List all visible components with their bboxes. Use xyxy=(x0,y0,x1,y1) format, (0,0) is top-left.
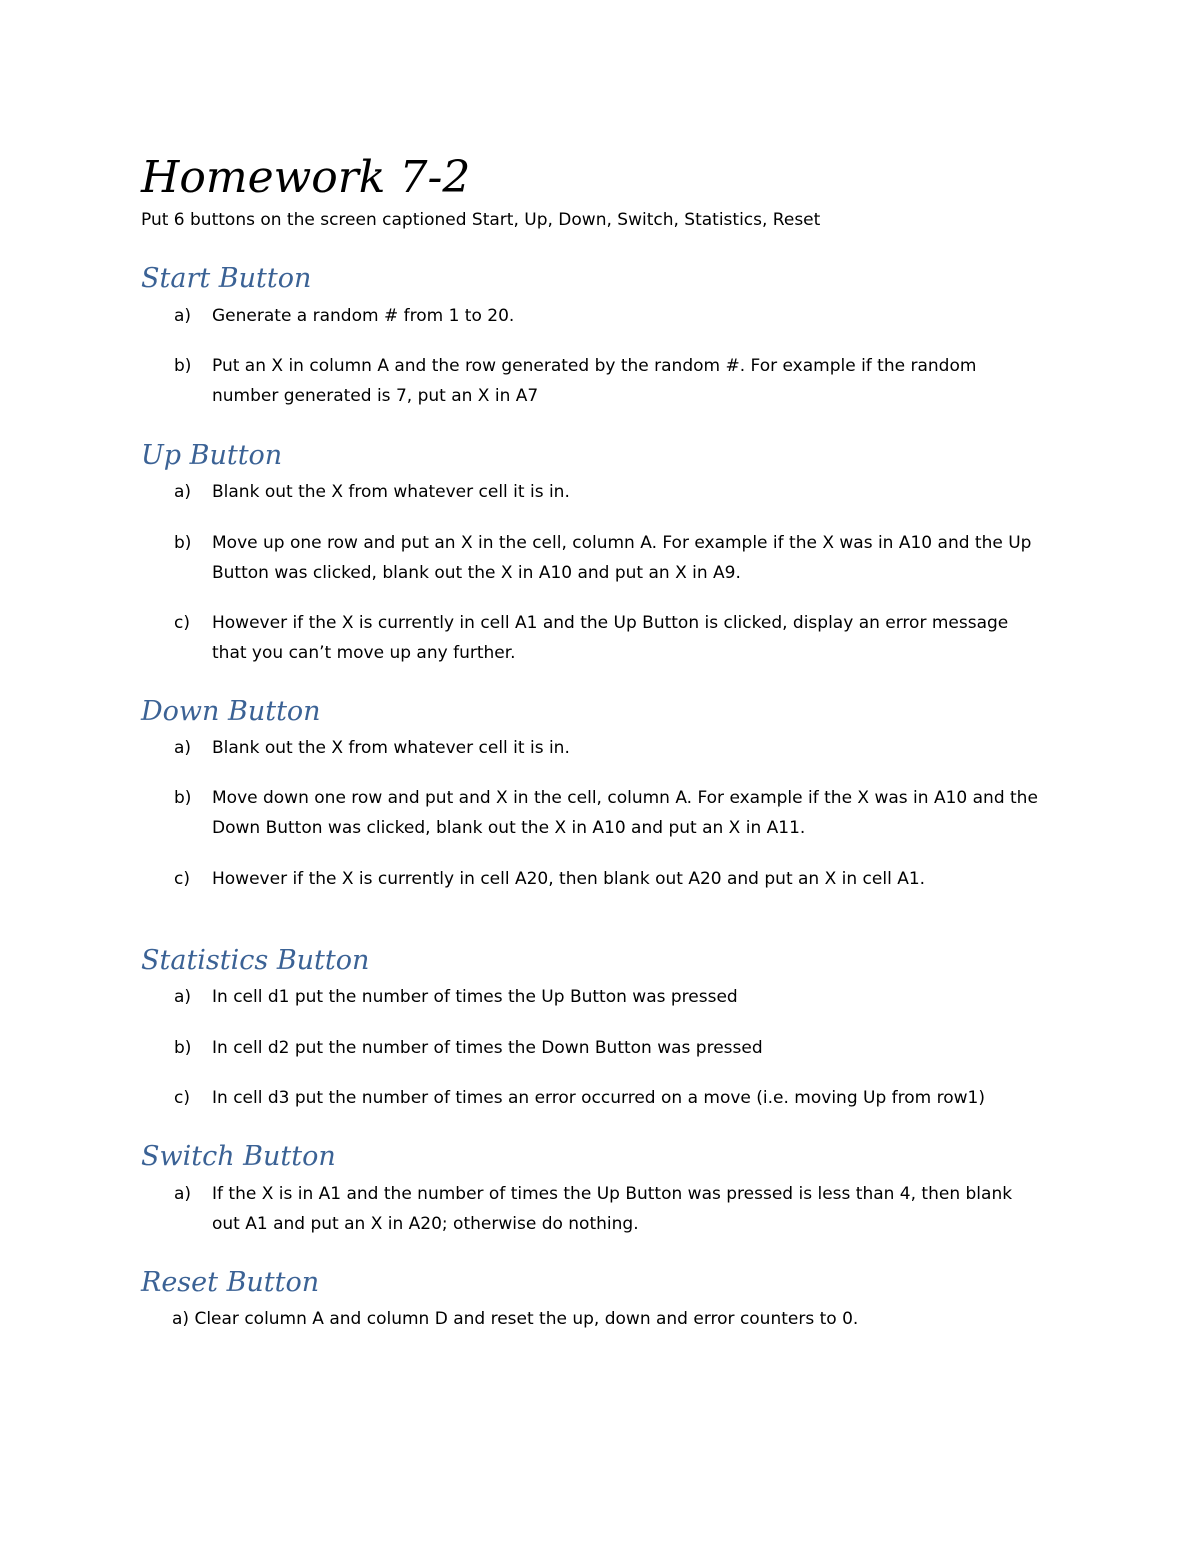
list-marker: a) xyxy=(174,738,192,758)
section-heading-reset: Reset Button xyxy=(141,1267,320,1298)
list-item xyxy=(174,1083,985,1113)
list-item xyxy=(174,982,738,1012)
list-item-text: If the X is in A1 and the number of times the Up Button was pressed is less than 4, then blank xyxy=(212,1184,1013,1204)
list-item xyxy=(174,528,1031,588)
section-heading-statistics: Statistics Button xyxy=(141,945,370,976)
list-marker: a) xyxy=(174,1184,192,1204)
list-item xyxy=(174,783,1038,843)
list-item-text: However if the X is currently in cell A1 and the Up Button is clicked, display an error message xyxy=(212,613,1009,633)
list-item-text: number generated is 7, put an X in A7 xyxy=(212,386,539,406)
list-marker: b) xyxy=(174,788,192,808)
list-item-text: Button was clicked, blank out the X in A10 and put an X in A9. xyxy=(212,563,741,583)
list-item-text: Down Button was clicked, blank out the X in A10 and put an X in A11. xyxy=(212,818,806,838)
list-item-text: Blank out the X from whatever cell it is in. xyxy=(212,738,570,758)
list-item-text: out A1 and put an X in A20; otherwise do nothing. xyxy=(212,1214,639,1234)
section-heading-switch: Switch Button xyxy=(141,1141,336,1172)
list-item-text: However if the X is currently in cell A20, then blank out A20 and put an X in cell A1. xyxy=(212,869,926,889)
document-title: Homework 7-2 xyxy=(141,152,471,203)
list-item-text: In cell d3 put the number of times an error occurred on a move (i.e. moving Up from row1) xyxy=(212,1088,985,1108)
list-item xyxy=(174,1179,1012,1239)
intro-paragraph: Put 6 buttons on the screen captioned Start, Up, Down, Switch, Statistics, Reset xyxy=(141,210,821,230)
list-item-text: that you can’t move up any further. xyxy=(212,643,516,663)
list-marker: b) xyxy=(174,356,192,376)
list-item-text: In cell d1 put the number of times the Up Button was pressed xyxy=(212,987,738,1007)
list-item-text: Put an X in column A and the row generated by the random #. For example if the random xyxy=(212,356,977,376)
list-item-text: In cell d2 put the number of times the Down Button was pressed xyxy=(212,1038,763,1058)
list-item-text: Move up one row and put an X in the cell, column A. For example if the X was in A10 and the Up xyxy=(212,533,1032,553)
list-item-text: Move down one row and put and X in the cell, column A. For example if the X was in A10 and the xyxy=(212,788,1038,808)
list-marker: c) xyxy=(174,613,190,633)
list-item xyxy=(174,1033,763,1063)
list-marker: a) xyxy=(174,482,192,502)
list-marker: c) xyxy=(174,1088,190,1108)
list-marker: a) xyxy=(174,306,192,326)
list-item-text: Generate a random # from 1 to 20. xyxy=(212,306,515,326)
section-heading-start: Start Button xyxy=(141,263,312,294)
list-marker: c) xyxy=(174,869,190,889)
list-item xyxy=(174,608,1008,668)
list-item xyxy=(174,864,925,894)
list-item xyxy=(174,301,514,331)
list-item-text: a) Clear column A and column D and reset the up, down and error counters to 0. xyxy=(172,1309,859,1329)
list-item-text: Blank out the X from whatever cell it is in. xyxy=(212,482,570,502)
list-marker: b) xyxy=(174,533,192,553)
list-item xyxy=(174,733,570,763)
list-item xyxy=(174,351,976,411)
section-heading-up: Up Button xyxy=(141,440,283,471)
section-heading-down: Down Button xyxy=(141,696,321,727)
list-marker: b) xyxy=(174,1038,192,1058)
list-marker: a) xyxy=(174,987,192,1007)
list-item xyxy=(174,477,570,507)
